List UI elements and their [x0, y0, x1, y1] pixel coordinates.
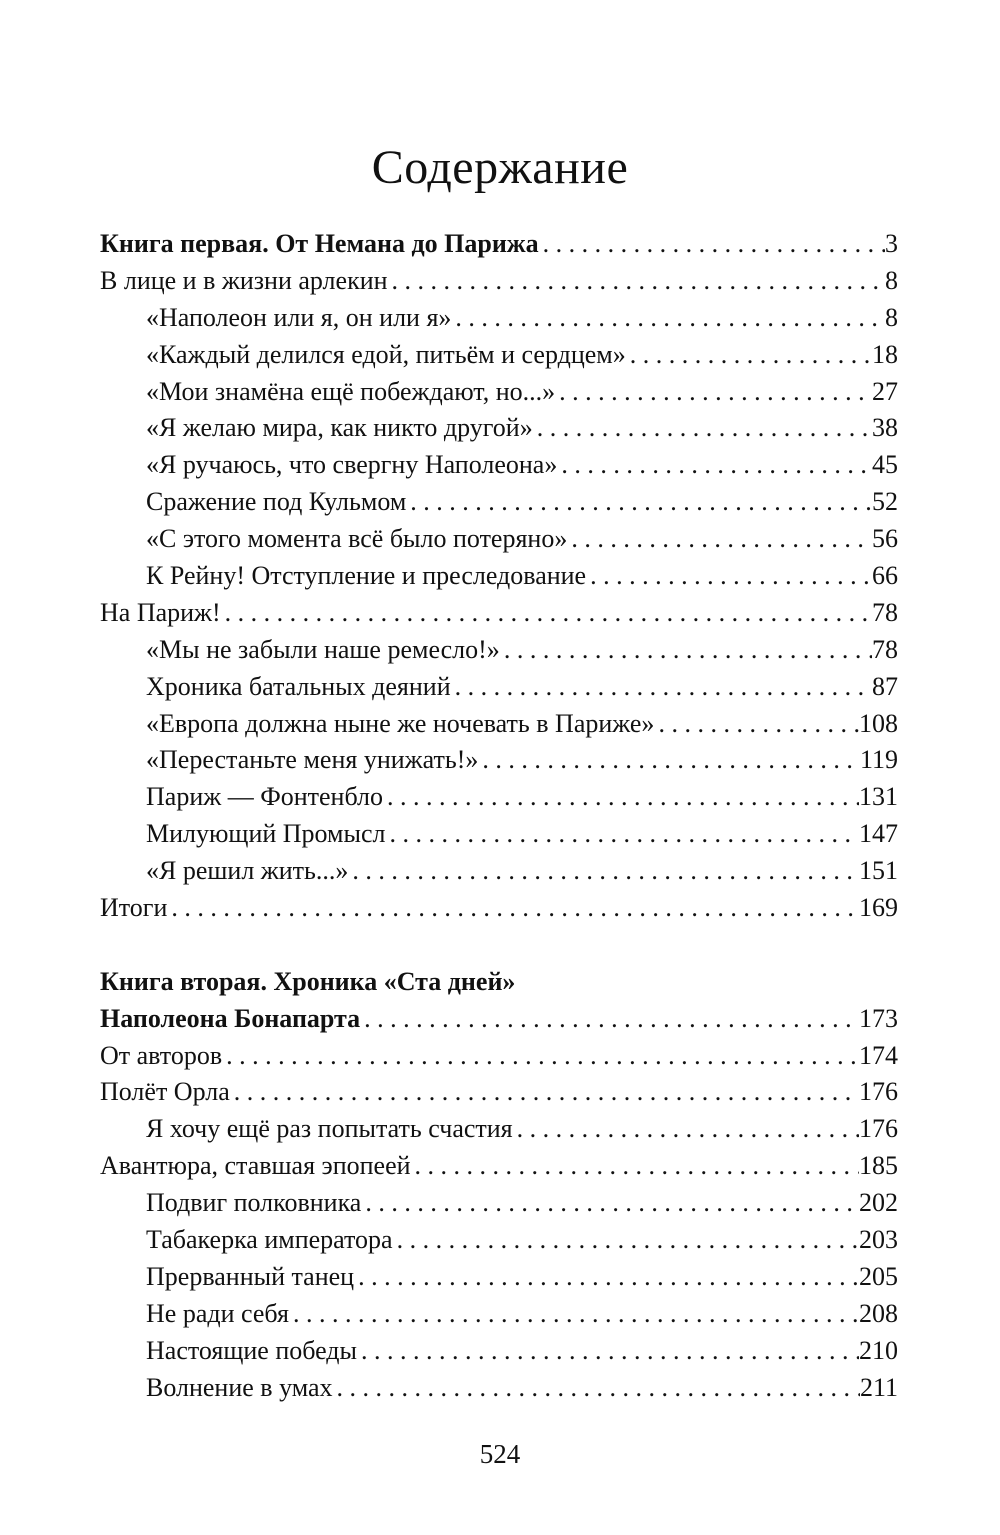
toc-book-two-heading-line1[interactable]	[100, 964, 898, 1001]
toc-entry-label: «Наполеон или я, он или я»	[146, 302, 452, 332]
dot-leader	[406, 484, 872, 521]
dot-leader	[557, 447, 872, 484]
toc-entry[interactable]	[100, 1333, 898, 1370]
toc-entry-label: Хроника батальных деяний	[146, 671, 451, 701]
toc-entry[interactable]	[100, 263, 898, 300]
toc-entry-page: 78	[872, 597, 898, 627]
toc-entry-label: Я хочу ещё раз попытать счастия	[146, 1114, 513, 1144]
toc-entry-label: «Европа должна ныне же ночевать в Париже»	[146, 708, 655, 738]
toc-entry[interactable]	[100, 1074, 898, 1111]
toc-entry-page: 52	[872, 487, 898, 517]
toc-entry-label: «Я желаю мира, как никто другой»	[146, 413, 533, 443]
toc-entry-label: Книга первая. От Немана до Парижа	[100, 229, 539, 258]
toc-entry[interactable]	[100, 484, 898, 521]
toc-entry[interactable]	[100, 742, 898, 779]
toc-entry-page: 176	[859, 1114, 898, 1144]
toc-entry[interactable]	[100, 669, 898, 706]
toc-entry-page: 18	[872, 339, 898, 369]
toc-entry[interactable]	[100, 1296, 898, 1333]
toc-entry-page: 147	[859, 819, 898, 849]
toc-entry-page: 66	[872, 561, 898, 591]
toc-entry-page: 208	[859, 1298, 898, 1328]
page-title: Содержание	[371, 141, 629, 194]
toc-entry-page: 169	[859, 893, 898, 923]
toc-entry-label: «Каждый делился едой, питьём и сердцем»	[146, 339, 626, 369]
toc-entry-page: 131	[859, 782, 898, 812]
dot-leader	[539, 226, 885, 263]
dot-leader	[221, 595, 872, 632]
dot-leader	[626, 337, 872, 374]
toc-entry-label: От авторов	[100, 1040, 223, 1070]
dot-leader	[411, 1148, 859, 1185]
dot-leader	[451, 669, 872, 706]
toc-entry-label: Табакерка императора	[146, 1225, 393, 1255]
dot-leader	[348, 853, 859, 890]
toc-entry-page: 8	[885, 302, 898, 332]
toc-entry-page: 173	[859, 1003, 898, 1033]
toc-entry-page: 151	[859, 856, 898, 886]
dot-leader	[478, 742, 860, 779]
toc-entry-label: В лице и в жизни арлекин	[100, 265, 388, 295]
dot-leader	[354, 1259, 859, 1296]
toc-entry[interactable]	[100, 410, 898, 447]
toc-entry[interactable]	[100, 890, 898, 927]
toc-entry-label: Волнение в умах	[146, 1372, 333, 1402]
toc-entry[interactable]	[100, 521, 898, 558]
toc-entry-page: 8	[885, 265, 898, 295]
toc-entry[interactable]	[100, 779, 898, 816]
toc-entry-label: Париж — Фонтенбло	[146, 782, 384, 812]
toc-entry-label: «Мы не забыли наше ремесло!»	[146, 634, 500, 664]
toc-entry-page: 203	[859, 1225, 898, 1255]
dot-leader	[222, 1038, 859, 1075]
dot-leader	[333, 1370, 860, 1407]
toc-entry-page: 211	[859, 1372, 898, 1402]
dot-leader	[388, 263, 885, 300]
toc-entry[interactable]	[100, 447, 898, 484]
toc-entry-page: 56	[872, 524, 898, 554]
toc-entry[interactable]	[100, 1148, 898, 1185]
toc-entry[interactable]	[100, 816, 898, 853]
dot-leader	[361, 1185, 859, 1222]
toc-entry-page: 45	[872, 450, 898, 480]
toc-entry-label: «Перестаньте меня унижать!»	[146, 745, 479, 775]
dot-leader	[513, 1111, 859, 1148]
toc-entry-label: Сражение под Кульмом	[146, 487, 407, 517]
toc-book-one-entries	[100, 263, 898, 927]
toc-entry-label: «С этого момента всё было потеряно»	[146, 524, 568, 554]
dot-leader	[567, 521, 872, 558]
toc-entry-label: Авантюра, ставшая эпопеей	[100, 1151, 411, 1181]
toc-entry-label: Итоги	[100, 893, 168, 923]
dot-leader	[654, 706, 859, 743]
toc-entry[interactable]	[100, 374, 898, 411]
toc-entry-label: Наполеона Бонапарта	[100, 1003, 361, 1033]
toc-entry-page: 38	[872, 413, 898, 443]
toc-entry-label: Не ради себя	[146, 1298, 289, 1328]
toc-book-two-entries	[100, 1038, 898, 1407]
toc-entry[interactable]	[100, 1222, 898, 1259]
toc-entry-label: К Рейну! Отступление и преследование	[146, 561, 587, 591]
toc-entry[interactable]	[100, 300, 898, 337]
toc-entry[interactable]	[100, 1259, 898, 1296]
toc-entry-label: «Я ручаюсь, что свергну Наполеона»	[146, 450, 558, 480]
toc-entry-label: «Я решил жить...»	[146, 856, 349, 886]
toc-entry-page: 78	[872, 634, 898, 664]
toc-entry-page: 210	[859, 1335, 898, 1365]
dot-leader	[289, 1296, 859, 1333]
toc-entry[interactable]	[100, 1185, 898, 1222]
toc-entry-label: На Париж!	[100, 597, 221, 627]
dot-leader	[393, 1222, 859, 1259]
dot-leader	[555, 374, 872, 411]
toc-entry[interactable]	[100, 632, 898, 669]
toc-entry-label: «Мои знамёна ещё побеждают, но...»	[146, 376, 556, 406]
toc-entry[interactable]	[100, 337, 898, 374]
toc-entry-page: 3	[885, 229, 898, 258]
toc-entry-label: Книга вторая. Хроника «Ста дней»	[100, 966, 516, 996]
toc-entry-page: 27	[872, 376, 898, 406]
toc-entry[interactable]	[100, 1370, 898, 1407]
toc-entry[interactable]	[100, 1038, 898, 1075]
toc-entry-label: Настоящие победы	[146, 1335, 358, 1365]
toc-entry[interactable]	[100, 853, 898, 890]
dot-leader	[357, 1333, 859, 1370]
dot-leader	[451, 300, 885, 337]
dot-leader	[533, 410, 872, 447]
toc-entry[interactable]	[100, 595, 898, 632]
dot-leader	[500, 632, 872, 669]
toc-entry-label: Полёт Орла	[100, 1077, 230, 1107]
dot-leader	[360, 1001, 859, 1038]
dot-leader	[167, 890, 859, 927]
toc-entry-label: Милующий Промысл	[146, 819, 386, 849]
dot-leader	[386, 816, 860, 853]
toc-book-two-heading-line2[interactable]	[100, 1001, 898, 1038]
dot-leader	[586, 558, 872, 595]
section-spacer	[100, 927, 898, 964]
table-of-contents	[100, 226, 898, 1407]
dot-leader	[230, 1074, 859, 1111]
toc-entry[interactable]	[100, 558, 898, 595]
toc-entry-page: 205	[859, 1261, 898, 1291]
dot-leader	[383, 779, 859, 816]
toc-entry[interactable]	[100, 1111, 898, 1148]
toc-entry-page: 87	[872, 671, 898, 701]
toc-book-one-heading[interactable]	[100, 226, 898, 263]
toc-entry-page: 108	[859, 708, 898, 738]
toc-entry-page: 176	[859, 1077, 898, 1107]
toc-entry-page: 202	[859, 1188, 898, 1218]
toc-entry-page: 174	[859, 1040, 898, 1070]
toc-entry-label: Прерванный танец	[146, 1261, 355, 1291]
toc-entry[interactable]	[100, 706, 898, 743]
toc-entry-label: Подвиг полковника	[146, 1188, 362, 1218]
toc-entry-page: 119	[859, 745, 898, 775]
toc-entry-page: 185	[859, 1151, 898, 1181]
page-number: 524	[479, 1439, 521, 1469]
